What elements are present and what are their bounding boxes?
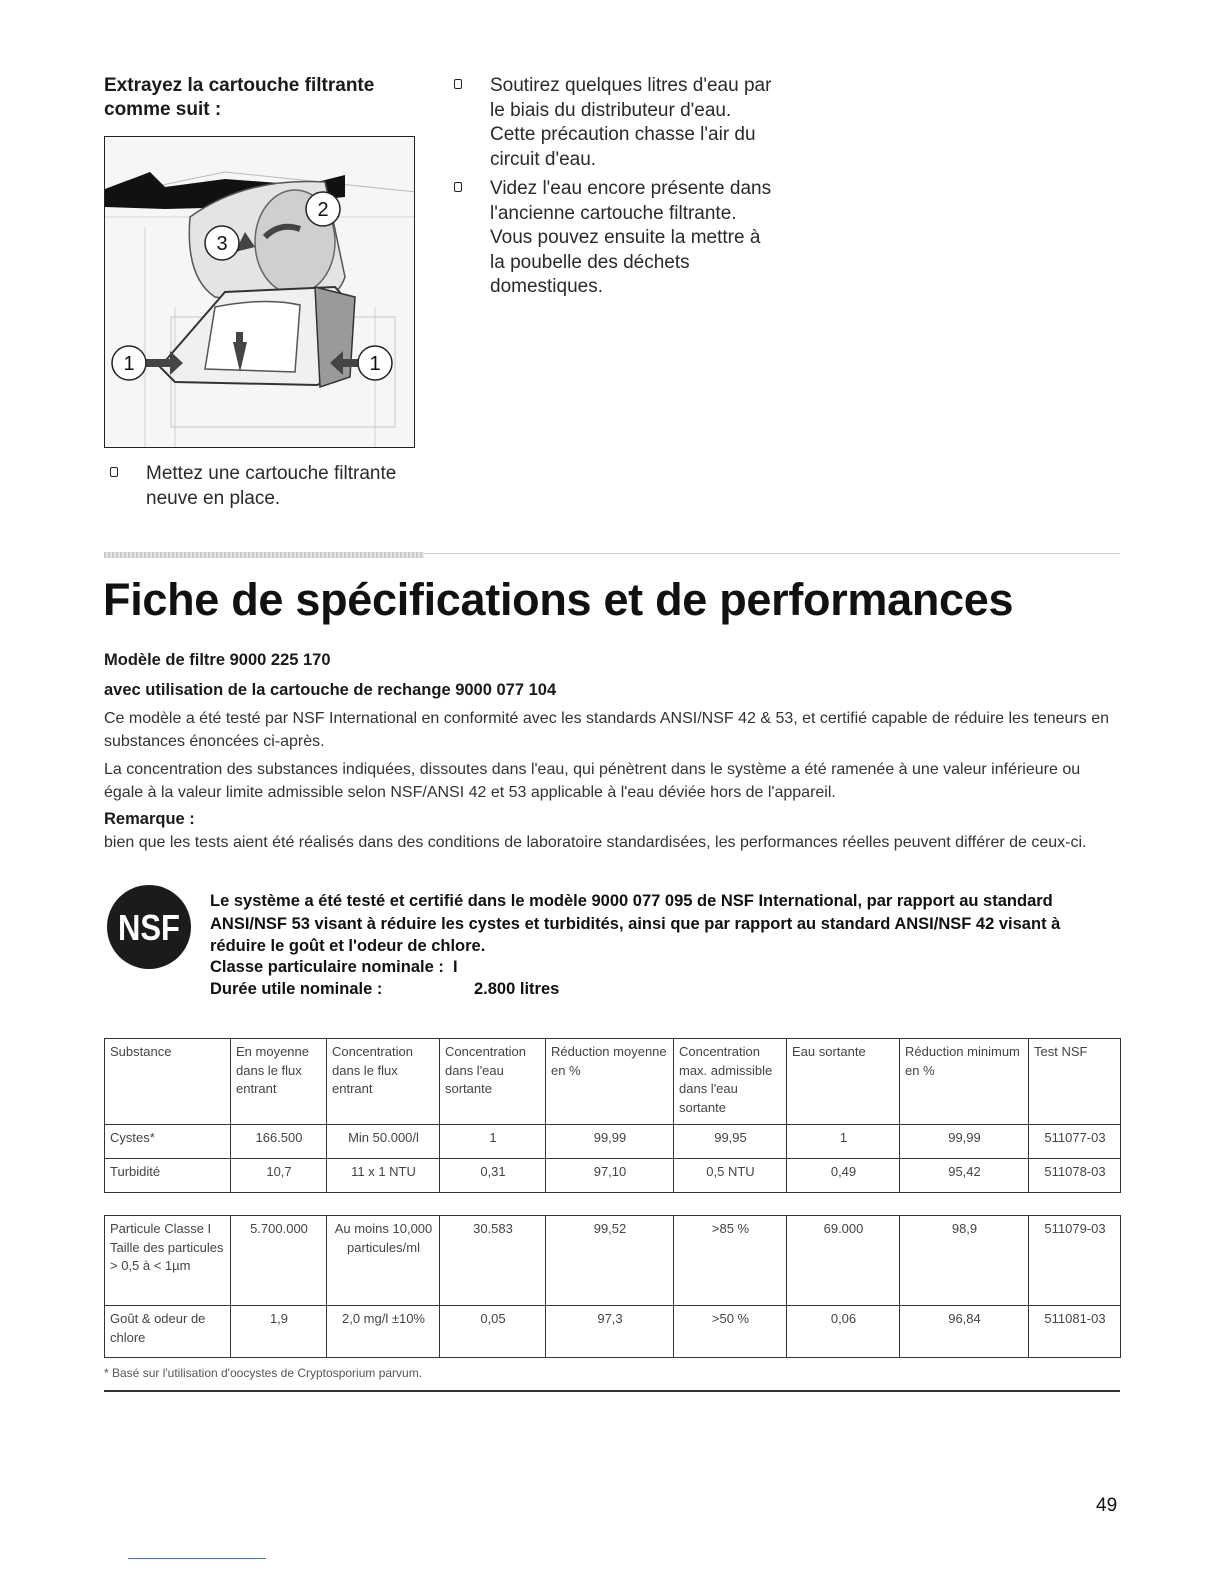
header-cell: Concentration dans le flux entrant [327, 1039, 440, 1125]
table-cell: Cystes* [105, 1125, 231, 1159]
certification-paragraph: Ce modèle a été testé par NSF International en conformité avec les standards ANSI/NSF 42 & 53, et certifié capable de réduire les teneurs en substances énoncées ci-après. [104, 710, 1109, 750]
table-cell: Min 50.000/l [327, 1125, 440, 1159]
table-cell: 69.000 [787, 1216, 900, 1306]
header-cell: En moyenne dans le flux entrant [231, 1039, 327, 1125]
page-number: 49 [1096, 1495, 1118, 1516]
checkbox-bullet-icon [110, 467, 118, 477]
filter-removal-illustration [104, 136, 415, 448]
table-cell: >50 % [674, 1306, 787, 1358]
bullet-text: Mettez une cartouche filtrante neuve en place. [146, 463, 397, 509]
checkbox-bullet-icon [454, 182, 462, 192]
callout-3 [205, 226, 239, 260]
nsf-certification-statement: Le système a été testé et certifié dans le modèle 9000 077 095 de NSF International, par rapport au standard ANSI/NSF 53 visant à réduire les cystes et turbidités, ainsi que par rapport au standard ANSI/NSF 42 visant à réduire le goût et l'odeur de chlore. [210, 892, 1061, 955]
extract-heading: Extrayez la cartouche filtrante comme suit : [104, 75, 375, 120]
header-cell: Eau sortante [787, 1039, 900, 1125]
table-cell: 1,9 [231, 1306, 327, 1358]
replacement-cartridge-line: avec utilisation de la cartouche de rechange 9000 077 104 [104, 681, 557, 699]
callout-2 [306, 192, 340, 226]
header-cell: Réduction minimum en % [900, 1039, 1029, 1125]
callout-3-label: 3 [216, 233, 228, 255]
table-cell: Goût & odeur de chlore [105, 1306, 231, 1358]
table-cell: 0,5 NTU [674, 1159, 787, 1193]
table-cell: 0,05 [440, 1306, 546, 1358]
table-cell: 511077-03 [1029, 1125, 1121, 1159]
table-cell: 0,49 [787, 1159, 900, 1193]
table-cell: Turbidité [105, 1159, 231, 1193]
rated-life-label: Durée utile nominale : [210, 980, 383, 998]
callout-1-left-label: 1 [123, 353, 135, 375]
table-cell: 98,9 [900, 1216, 1029, 1306]
callout-2-label: 2 [317, 199, 329, 221]
table-cell: 96,84 [900, 1306, 1029, 1358]
table-cell: 97,3 [546, 1306, 674, 1358]
table-row [105, 1306, 1121, 1358]
table-cell: 0,06 [787, 1306, 900, 1358]
remark-text: bien que les tests aient été réalisés dans des conditions de laboratoire standardisées, les performances réelles peuvent différer de ceux-ci. [104, 834, 1087, 851]
table-cell: 511079-03 [1029, 1216, 1121, 1306]
rated-life-row [210, 980, 560, 999]
header-cell: Concentration dans l'eau sortante [440, 1039, 546, 1125]
callout-1-right [358, 346, 392, 380]
header-cell: Réduction moyenne en % [546, 1039, 674, 1125]
table-cell: 5.700.000 [231, 1216, 327, 1306]
table-cell: 1 [440, 1125, 546, 1159]
checkbox-bullet-icon [454, 79, 462, 89]
table-footnote: * Basé sur l'utilisation d'oocystes de Cryptosporium parvum. [104, 1366, 423, 1380]
table-cell: Au moins 10,000 particules/ml [327, 1216, 440, 1306]
bullet-insert-new-cartridge [110, 462, 430, 514]
callout-1-right-label: 1 [369, 353, 381, 375]
bullet-text: Videz l'eau encore présente dans l'ancienne cartouche filtrante. Vous pouvez ensuite la mettre à la poubelle des déchets domestiques. [490, 178, 772, 297]
header-cell: Test NSF [1029, 1039, 1121, 1125]
remark-label: Remarque : [104, 810, 195, 828]
table-cell: 99,52 [546, 1216, 674, 1306]
callout-1-left [112, 346, 146, 380]
footer-link-underline [128, 1558, 266, 1559]
table-cell: 99,95 [674, 1125, 787, 1159]
table-cell: 1 [787, 1125, 900, 1159]
table-cell: 511078-03 [1029, 1159, 1121, 1193]
nsf-logo-text: NSF [118, 908, 180, 949]
table-cell: 95,42 [900, 1159, 1029, 1193]
filter-illustration-drawing [105, 137, 415, 448]
header-cell: Substance [105, 1039, 231, 1125]
table-cell: 0,31 [440, 1159, 546, 1193]
performance-table-2 [104, 1215, 1121, 1358]
concentration-paragraph: La concentration des substances indiquées, dissoutes dans l'eau, qui pénètrent dans le système a été ramenée à une valeur inférieure ou égale à la valeur limite admissible selon NSF/ANSI 42 et 53 applicable à l'eau déviée hors de l'appareil. [104, 761, 1081, 801]
table-cell: 99,99 [546, 1125, 674, 1159]
particle-class-row: Classe particulaire nominale : I [210, 958, 458, 976]
bullet-draw-water [454, 74, 794, 174]
table-cell: 11 x 1 NTU [327, 1159, 440, 1193]
bullet-text: Soutirez quelques litres d'eau par le biais du distributeur d'eau. Cette précaution chasse l'air du circuit d'eau. [490, 75, 772, 170]
header-cell: Concentration max. admissible dans l'eau sortante [674, 1039, 787, 1125]
table-cell: Particule Classe I Taille des particules > 0,5 à < 1µm [105, 1216, 231, 1306]
table-header-row [105, 1039, 1121, 1125]
page-title: Fiche de spécifications et de performances [103, 574, 1014, 625]
table-cell: 97,10 [546, 1159, 674, 1193]
table-cell: >85 % [674, 1216, 787, 1306]
performance-table-1 [104, 1038, 1121, 1193]
table-cell: 10,7 [231, 1159, 327, 1193]
rated-life-value: 2.800 litres [474, 980, 560, 998]
table-cell: 511081-03 [1029, 1306, 1121, 1358]
bullet-empty-old-cartridge [454, 177, 794, 303]
footnote-rule [104, 1390, 1120, 1392]
table-row [105, 1216, 1121, 1306]
table-row [105, 1159, 1121, 1193]
section-divider [104, 552, 1120, 558]
filter-model-line: Modèle de filtre 9000 225 170 [104, 651, 331, 669]
table-cell: 2,0 mg/l ±10% [327, 1306, 440, 1358]
table-cell: 99,99 [900, 1125, 1029, 1159]
table-cell: 30.583 [440, 1216, 546, 1306]
table-row [105, 1125, 1121, 1159]
table-cell: 166.500 [231, 1125, 327, 1159]
nsf-logo [106, 884, 192, 970]
